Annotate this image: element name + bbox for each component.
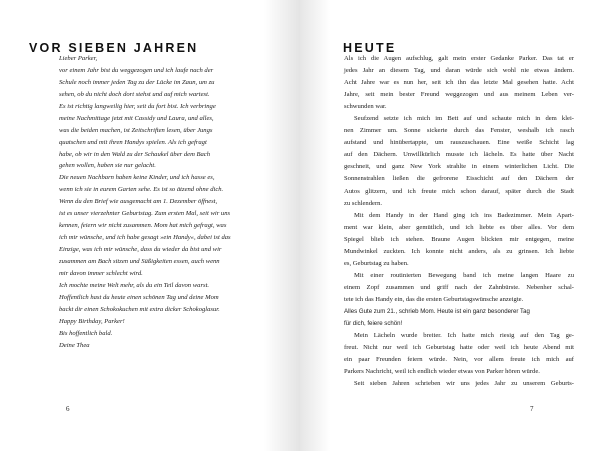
prose-line: jedes Jahr an diesem Tag, und daran würde sich wohl nie etwas ändern.	[344, 67, 574, 75]
letter-line: zusammen am Bach sitzen und Süßigkeiten essen, auch wenn	[59, 257, 220, 265]
prose-line: Parkers Nachricht, weil ich endlich wieder etwas von Parker hören würde.	[344, 368, 540, 376]
prose-line: schwunden war.	[344, 103, 387, 111]
prose-line: Als ich die Augen aufschlug, galt mein erster Gedanke Parker. Das tat er	[344, 55, 574, 62]
letter-line: Hoffentlich hast du heute einen schönen Tag und deine Mom	[59, 293, 219, 301]
prose-line: auf den Dächern. Unwillkürlich musste ich lächeln. Es hatte über Nacht	[344, 151, 574, 159]
letter-line: wenn ich sie in eurem Garten sehe. Es ist so ätzend ohne dich.	[59, 186, 224, 194]
letter-line: Ich mochte meine Welt mehr, als du ein Teil davon warst.	[59, 281, 210, 289]
prose-line: Mit einer routinierten Bewegung band ich meine langen Haare zu	[354, 271, 574, 279]
sms-message	[344, 306, 574, 330]
prose-line: ment war klein, aber gemütlich, und ich liebte es über alles. Vor dem	[344, 223, 574, 231]
prose-line: freut. Nicht nur weil ich Geburtstag hatte oder weil ich heute Abend mit	[344, 344, 574, 352]
letter-text	[59, 53, 289, 351]
letter-line: Happy Birthday, Parker!	[59, 317, 125, 325]
letter-line: Es ist richtig langweilig hier, seit du fort bist. Ich verbringe	[59, 102, 216, 110]
letter-line: gehen wollen, haben sie nur gelacht.	[59, 162, 156, 170]
sms-line: für dich, feiere schön!	[344, 320, 403, 328]
letter-line: mir davon immer schlecht wird.	[59, 269, 143, 277]
right-page	[300, 0, 600, 451]
page-number-left: 6	[66, 405, 70, 413]
letter-line: sehen, ob du nicht doch dort stehst und auf mich wartest.	[59, 90, 210, 98]
prose-line: Mundwinkel zuckten. Ich konnte nicht anders, als zu grinsen. Ich liebte	[344, 247, 574, 255]
letter-line: ist es unser vierzehnter Geburtstag. Zum ersten Mal, seit wir uns	[59, 210, 231, 218]
prose-line: Autos glitzern, und ich freute mich schon darauf, später durch die Stadt	[344, 187, 574, 195]
letter-line: vor einem Jahr bist du weggezogen und ich laufe nach der	[59, 66, 214, 74]
letter-line: Schule noch immer jeden Tag zu der Lücke im Zaun, um zu	[59, 78, 215, 86]
letter-line: Einzige, was ich mir wünsche, dass du wieder da bist und wir	[59, 246, 222, 253]
sms-line: Alles Gute zum 21., schrieb Mom. Heute ist ein ganz besonderer Tag	[344, 307, 530, 315]
prose-line: es, Geburtstag zu haben.	[344, 259, 409, 267]
prose-line: Jahre, seit mein bester Freund weggezogen und aus meinem Leben ver-	[344, 91, 574, 99]
prose-line: Seit sieben Jahren schrieben wir uns jedes Jahr zu unserem Geburts-	[354, 380, 574, 388]
prose-line: Sonnenstrahlen ließen die gefrorene Eisschicht auf den Dächern der	[344, 175, 574, 183]
letter-line: backt dir einen Schokokuchen mit extra dicker Schokoglasur.	[59, 305, 220, 313]
prose-line: zu schlendern.	[344, 199, 383, 207]
prose-line: tete ich das Handy ein, das die ersten Geburtstagswünsche anzeigte.	[344, 295, 524, 303]
chapter-title-left: VOR SIEBEN JAHREN	[29, 41, 199, 55]
prose-line: ein paar Freunden feiern würde. Nein, vor allem freute ich mich auf	[344, 356, 574, 364]
letter-line: Bis hoffentlich bald.	[59, 329, 113, 337]
prose-line: Spiegel blieb ich stehen. Braune Augen blickten mir entgegen, meine	[344, 235, 574, 243]
prose-line: Mit dem Handy in der Hand ging ich ins Badezimmer. Mein Apart-	[354, 211, 574, 219]
letter-line: kennen, feiern wir nicht zusammen. Mom hat mich gefragt, was	[59, 222, 227, 230]
letter-line: habe, ob wir in den Wald zu der Schaukel über dem Bach	[59, 150, 211, 158]
prose-line: Seufzend setzte ich mich im Bett auf und schaute mich in dem klei-	[354, 115, 574, 123]
letter-line: Lieber Parker,	[59, 55, 98, 62]
chapter-title-right: HEUTE	[343, 41, 397, 55]
page-number-right: 7	[530, 405, 534, 413]
letter-line: ich mir wünsche, und ich habe gesagt »ein Handy«, dabei ist das	[59, 234, 231, 242]
prose-line: Mein Lächeln wurde breiter. Ich hatte mich riesig auf den Tag ge-	[354, 332, 574, 340]
letter-line: was die beiden machen, ist Zeitschriften lesen, über Jungs	[59, 126, 213, 134]
prose-line: Acht Jahre war es nun her, seit ich ihn das letzte Mal gesehen hatte. Acht	[344, 79, 574, 87]
letter-line: quatschen und mit ihren Handys spielen. Als ich gefragt	[59, 138, 207, 146]
letter-line: meine Nachmittage jetzt mit Cassidy und Laura, und alles,	[59, 114, 214, 122]
prose-line: aufstand und hinübertappte, um rauszuschauen. Eine weiße Schicht lag	[344, 139, 574, 147]
letter-line: Die neuen Nachbarn haben keine Kinder, und ich hasse es,	[59, 174, 215, 182]
prose-line: geschneit, und ganz New York strahlte in einem winterlichen Licht. Die	[344, 163, 574, 171]
prose-text	[344, 53, 574, 390]
prose-line: einem Zopf zusammen und griff nach der Zahnbürste. Nebenher schal-	[344, 283, 574, 291]
letter-line: Deine Thea	[59, 341, 90, 349]
letter-line: Wenn du den Brief wie ausgemacht am 1. Dezember öffnest,	[59, 198, 218, 206]
prose-line: nen Zimmer um. Sonne sickerte durch das Fenster, weshalb ich rasch	[344, 127, 574, 135]
